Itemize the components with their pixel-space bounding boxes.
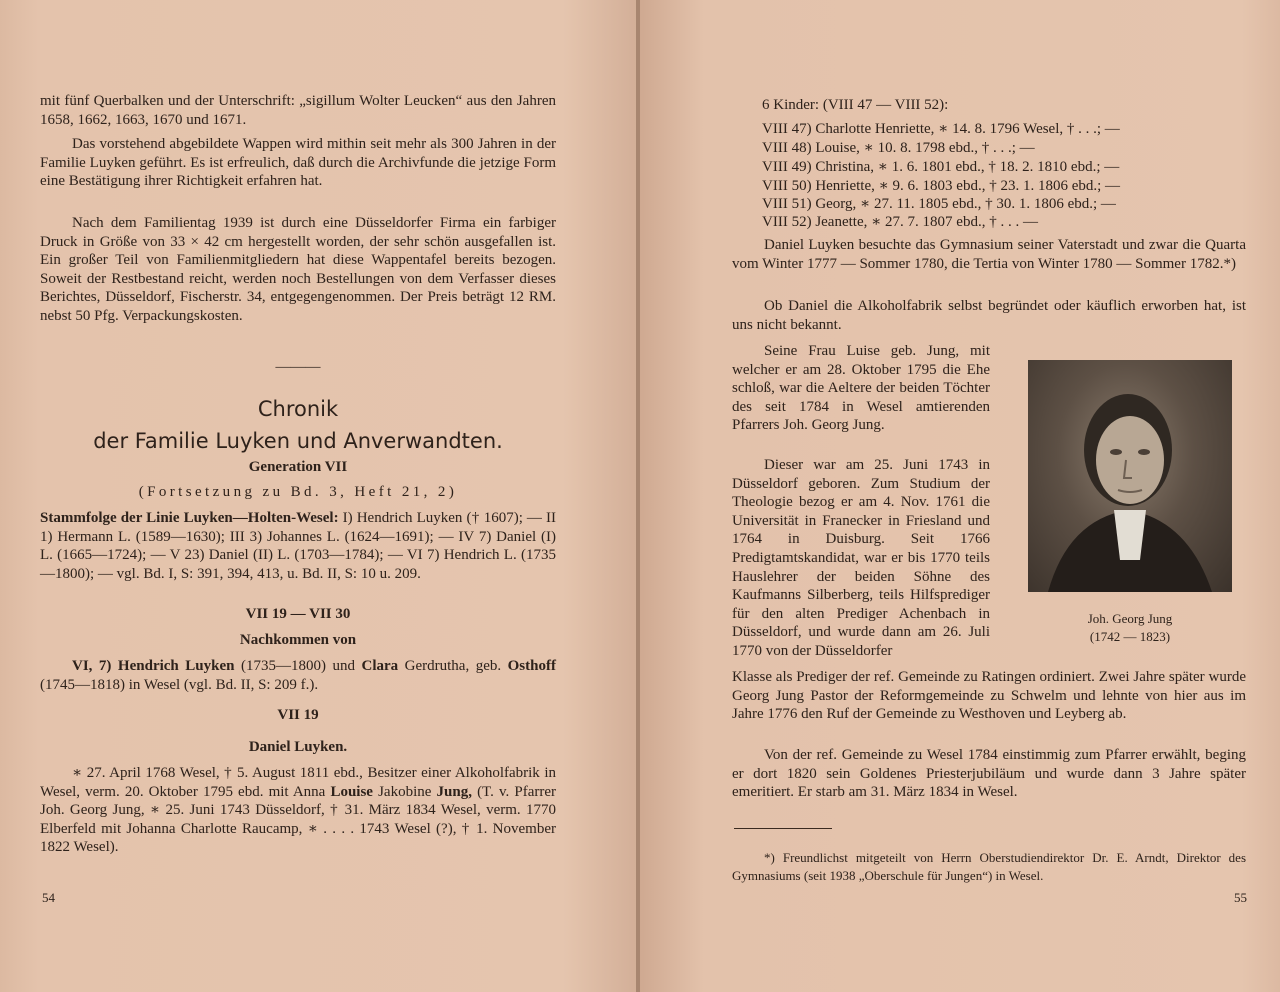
chronik-heading: Chronik [257,397,339,421]
family-heading: der Familie Luyken und Anverwandten. [93,429,503,453]
bio-text: ∗ 27. April 1768 Wesel, † 5. August 1811 ebd., Besitzer einer Alkoholfabrik in Wesel, verm. 20. Oktober 1795 ebd. mit Anna [40,765,556,800]
vii19-heading: VII 19 [277,707,319,723]
page-number-left: 54 [42,890,55,905]
generation-heading: Generation VII [248,459,348,475]
portrait-figure [1028,360,1232,592]
child-entry: VIII 47) Charlotte Henriette, ∗ 14. 8. 1796 Wesel, † . . .; — [762,121,1120,137]
child-entry: VIII 48) Louise, ∗ 10. 8. 1798 ebd., † . . .; — [762,140,1035,156]
bio-name: Jung, [436,783,472,800]
range-heading: VII 19 — VII 30 [245,606,351,622]
paragraph-wesel: Von der ref. Gemeinde zu Wesel 1784 einstimmig zum Pfarrer erwählt, beging er dort 1820 sein Goldenes Priesterjubiläum und wurde dann 3 Jahre später emeritiert. Er starb am 31. März 1834 in Wesel. [732,747,1246,801]
child-entry: VIII 49) Christina, ∗ 1. 6. 1801 ebd., † 18. 2. 1810 ebd.; — [762,159,1120,175]
paragraph-dieser: Dieser war am 25. Juni 1743 in Düsseldorf geboren. Zum Studium der Theologie bezog er am 4. Nov. 1761 die Universität in Franecker in Friesland und 1764 in Duisburg. Seit 1766 Predigtamtskandidat, war er bis 1770 teils Hauslehrer der beiden Söhne des Kaufmanns Silberberg, teils Hilfsprediger für den alten Prediger Achenbach in Düsseldorf, und wurde dann am 26. Juli 1770 von der Düsseldorfer [732,457,990,659]
stammfolge-label: Stammfolge der Linie Luyken—Holten-Wesel: [40,510,339,526]
daniel-bio [40,764,556,857]
portrait-caption-name: Joh. Georg Jung [1087,611,1173,626]
parents-text: (1745—1818) in Wesel (vgl. Bd. II, S: 209 f.). [40,676,319,693]
paragraph-gymnasium: Daniel Luyken besuchte das Gymnasium seiner Vaterstadt und zwar die Quarta vom Winter 1777 — Sommer 1780, die Tertia von Winter 1780 — Sommer 1782.*) [732,237,1246,272]
paragraph-frau: Seine Frau Luise geb. Jung, mit welcher er am 28. Oktober 1795 die Ehe schloß, war die Aeltere der beiden Töchter des seit 1784 in Wesel amtierenden Pfarrers Joh. Georg Jung. [732,343,990,434]
parents-text: (1735—1800) und [234,658,362,674]
parent-name: VI, 7) Hendrich Luyken [72,658,235,674]
paragraph-wappen-end: mit fünf Querbalken und der Unterschrift: „sigillum Wolter Leucken“ aus den Jahren 1658, 1662, 1663, 1670 und 1671. [40,93,556,128]
page-number-right: 55 [1234,890,1247,905]
paragraph-druck: Nach dem Familientag 1939 ist durch eine Düsseldorfer Firma ein farbiger Druck in Größe von 33 × 42 cm hergestellt worden, der sehr schön ausgefallen ist. Ein großer Teil von Familienmitgliedern hat diese Wappentafel bereits bezogen. Soweit der Restbestand reicht, werden noch Bestellungen von dem Verfasser dieses Berichtes, Düsseldorf, Fischerstr. 34, entgegengenommen. Der Preis beträgt 12 RM. nebst 50 Pfg. Verpackungskosten. [40,215,556,324]
parents-text: Gerdrutha, geb. [398,658,508,674]
mother-surname: Osthoff [507,658,556,674]
kinder-heading: 6 Kinder: (VIII 47 — VIII 52): [762,97,949,113]
mother-name: Clara [361,658,399,674]
bio-text: Jakobine [372,783,437,800]
paragraph-alkoholfabrik: Ob Daniel die Alkoholfabrik selbst begründet oder käuflich erworben hat, ist uns nicht bekannt. [732,298,1246,333]
continuation-note: (Fortsetzung zu Bd. 3, Heft 21, 2) [138,484,458,500]
footnote-rule [734,828,832,829]
portrait-caption-years: (1742 — 1823) [1089,629,1171,644]
footnote: *) Freundlichst mitgeteilt von Herrn Oberstudiendirektor Dr. E. Arndt, Direktor des Gymnasiums (seit 1938 „Oberschule für Jungen“) in Wesel. [732,850,1246,883]
paragraph-klasse: Klasse als Prediger der ref. Gemeinde zu Ratingen ordiniert. Zwei Jahre später wurde Georg Jung Pastor der Reformgemeinde zu Schwelm und lehnte von hier aus im Jahre 1776 den Ruf der Gemeinde zu Westhoven und Leyberg ab. [732,669,1246,723]
stammfolge-paragraph [40,509,556,583]
child-entry: VIII 50) Henriette, ∗ 9. 6. 1803 ebd., † 23. 1. 1806 ebd.; — [762,178,1121,194]
child-entry: VIII 52) Jeanette, ∗ 27. 7. 1807 ebd., † . . . — [762,214,1038,230]
bio-text: (T. v. Pfarrer Joh. Georg Jung, ∗ 25. Juni 1743 Düsseldorf, † 31. März 1834 Wesel, verm. 1770 Elberfeld mit Johanna Charlotte Raucamp, ∗ . . . . 1743 Wesel (?), † 1. November 1822 Wesel). [40,783,556,856]
paragraph-wappen-history: Das vorstehend abgebildete Wappen wird mithin seit mehr als 300 Jahren in der Familie Luyken geführt. Es ist erfreulich, daß durch die Archivfunde die jetzige Form eine Bestätigung ihrer Richtigkeit erfahren hat. [40,136,556,190]
parents-paragraph [40,657,556,694]
bio-name: Louise [330,783,373,800]
portrait-photo [1028,360,1232,592]
nachkommen-heading: Nachkommen von [239,632,357,648]
child-entry: VIII 51) Georg, ∗ 27. 11. 1805 ebd., † 30. 1. 1806 ebd.; — [762,196,1116,212]
stammfolge-text: I) Hendrich Luyken († 1607); — II 1) Hermann L. (1589—1630); III 3) Johannes L. (1624—1691); — IV 7) Daniel (I) L. (1665—1724); — V 23) Daniel (II) L. (1703—1784); — VI 7) Hendrich L. (1735—1800); — vgl. Bd. I, S: 391, 394, 413, u. Bd. II, S: 10 u. 209. [40,510,556,582]
daniel-heading: Daniel Luyken. [248,739,348,755]
separator: ——— [275,359,321,375]
